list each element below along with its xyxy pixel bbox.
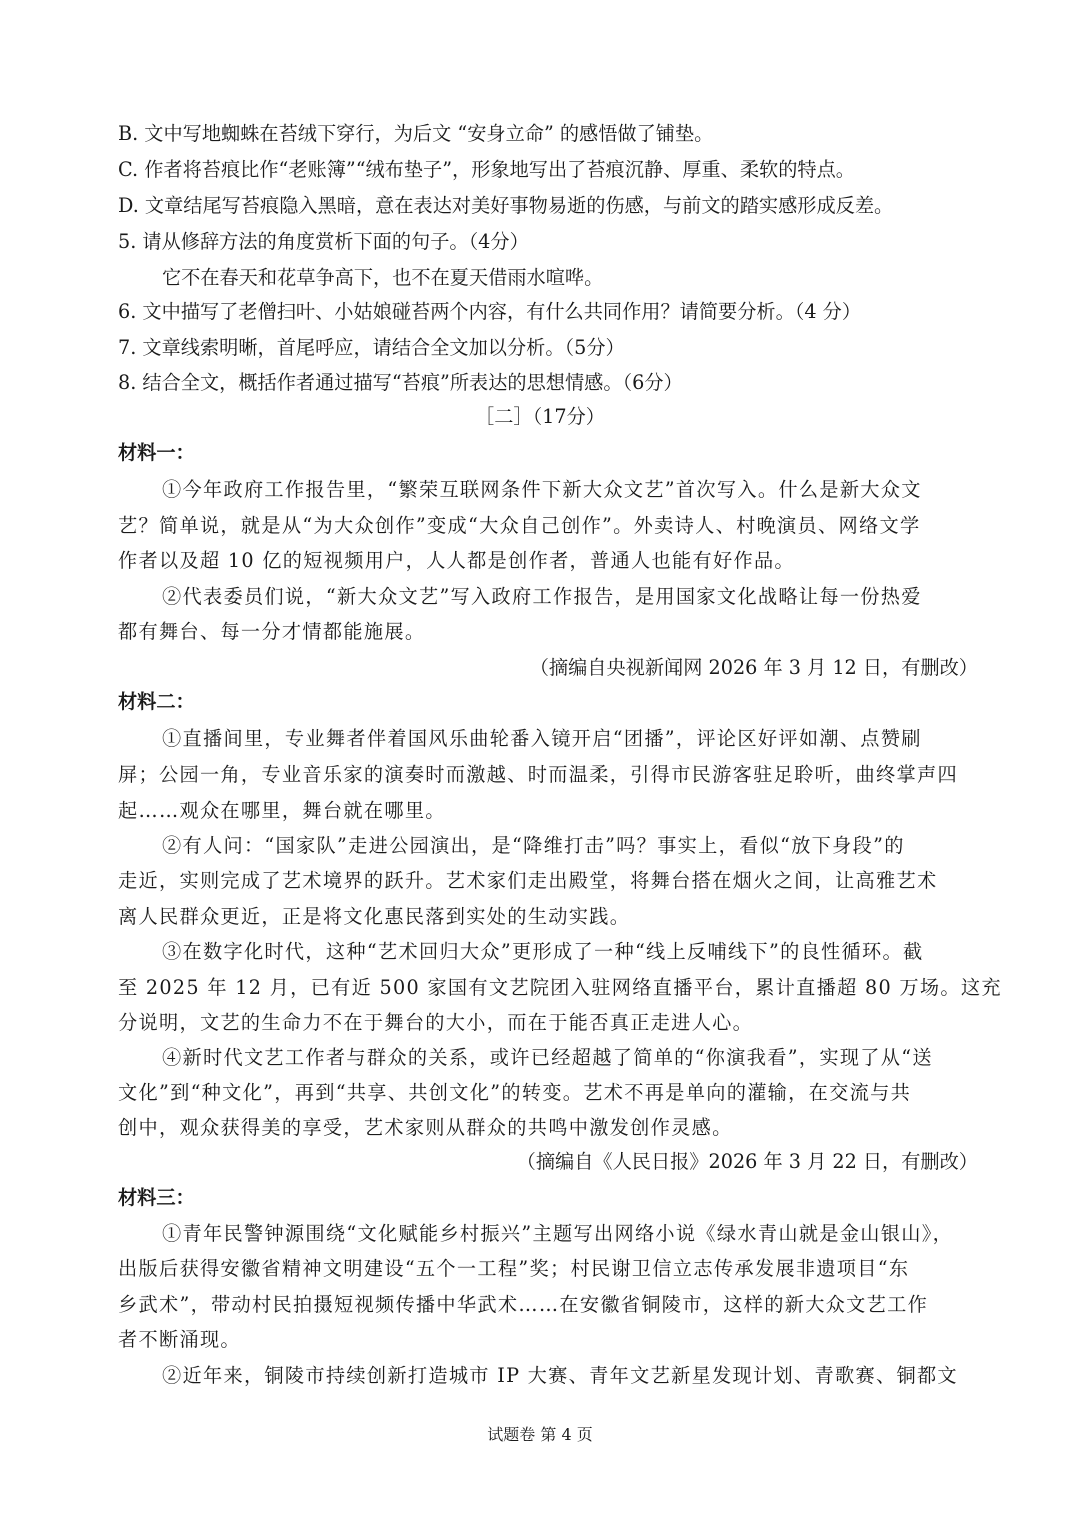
question-7: 7. 文章线索明晰，首尾呼应，请结合全文加以分析。（5分） — [118, 336, 625, 359]
material-2-line: ③在数字化时代，这种“艺术回归大众”更形成了一种“线上反哺线下”的良性循环。截 — [162, 940, 924, 963]
material-1-line: 艺？简单说，就是从“为大众创作”变成“大众自己创作”。外卖诗人、村晚演员、网络文学 — [118, 514, 921, 537]
material-1-line: ②代表委员们说，“新大众文艺”写入政府工作报告，是用国家文化战略让每一份热爱 — [162, 585, 922, 608]
question-5: 5. 请从修辞方法的角度赏析下面的句子。（4分） — [118, 230, 529, 253]
material-3-line: 乡武术”，带动村民拍摄短视频传播中华武术……在安徽省铜陵市，这样的新大众文艺工作 — [118, 1293, 929, 1316]
material-2-line: 走近，实则完成了艺术境界的跃升。艺术家们走出殿堂，将舞台搭在烟火之间，让高雅艺术 — [118, 869, 938, 892]
material-2-line: 起……观众在哪里，舞台就在哪里。 — [118, 799, 446, 822]
material-1-line: 作者以及超 10 亿的短视频用户，人人都是创作者，普通人也能有好作品。 — [118, 549, 795, 572]
page-footer: 试题卷 第 4 页 — [487, 1425, 593, 1444]
question-6: 6. 文中描写了老僧扫叶、小姑娘碰苔两个内容，有什么共同作用？请简要分析。（4 分） — [118, 300, 862, 323]
material-3-heading: 材料三： — [118, 1186, 195, 1209]
material-2-source: （摘编自《人民日报》2026 年 3 月 22 日，有删改） — [516, 1150, 978, 1173]
material-2-heading: 材料二： — [118, 690, 195, 713]
material-2-line: ②有人问：“国家队”走进公园演出，是“降维打击”吗？事实上，看似“放下身段”的 — [162, 834, 905, 857]
material-3-line: 出版后获得安徽省精神文明建设“五个一工程”奖；村民谢卫信立志传承发展非遗项目“东 — [118, 1257, 910, 1280]
material-3-line: 者不断涌现。 — [118, 1328, 241, 1351]
material-2-line: ①直播间里，专业舞者伴着国风乐曲轮番入镜开启“团播”，评论区好评如潮、点赞刷 — [162, 727, 922, 750]
material-2-line: 分说明，文艺的生命力不在于舞台的大小，而在于能否真正走进人心。 — [118, 1011, 754, 1034]
material-1-heading: 材料一： — [118, 441, 195, 464]
material-1-line: ①今年政府工作报告里，“繁荣互联网条件下新大众文艺”首次写入。什么是新大众文 — [162, 478, 922, 501]
material-1-line: 都有舞台、每一分才情都能施展。 — [118, 620, 426, 643]
option-c: C. 作者将苔痕比作“老账簿”“绒布垫子”，形象地写出了苔痕沉静、厚重、柔软的特点。 — [118, 158, 855, 181]
option-b: B. 文中写地蜘蛛在苔绒下穿行，为后文 “安身立命” 的感悟做了铺垫。 — [118, 122, 714, 145]
question-5-sentence: 它不在春天和花草争高下，也不在夏天借雨水喧哗。 — [162, 266, 604, 289]
material-2-line: 至 2025 年 12 月，已有近 500 家国有文艺院团入驻网络直播平台，累计直播超 80 万场。这充 — [118, 976, 1002, 999]
material-2-line: 创中，观众获得美的享受，艺术家则从群众的共鸣中激发创作灵感。 — [118, 1116, 733, 1139]
option-d: D. 文章结尾写苔痕隐入黑暗，意在表达对美好事物易逝的伤感，与前文的踏实感形成反差。 — [118, 194, 894, 217]
material-1-source: （摘编自央视新闻网 2026 年 3 月 12 日，有删改） — [529, 656, 978, 679]
material-2-line: ④新时代文艺工作者与群众的关系，或许已经超越了简单的“你演我看”，实现了从“送 — [162, 1046, 933, 1069]
material-2-line: 屏；公园一角，专业音乐家的演奏时而激越、时而温柔，引得市民游客驻足聆听，曲终掌声四 — [118, 763, 958, 786]
material-3-line: ②近年来，铜陵市持续创新打造城市 IP 大赛、青年文艺新星发现计划、青歌赛、铜都文 — [162, 1364, 958, 1387]
material-3-line: ①青年民警钟源围绕“文化赋能乡村振兴”主题写出网络小说《绿水青山就是金山银山》， — [162, 1222, 954, 1245]
material-2-line: 离人民群众更近，正是将文化惠民落到实处的生动实践。 — [118, 905, 631, 928]
material-2-line: 文化”到“种文化”，再到“共享、共创文化”的转变。艺术不再是单向的灌输，在交流与共 — [118, 1081, 912, 1104]
question-8: 8. 结合全文，概括作者通过描写“苔痕”所表达的思想情感。（6分） — [118, 371, 683, 394]
section-title: ［二］（17分） — [475, 405, 605, 428]
